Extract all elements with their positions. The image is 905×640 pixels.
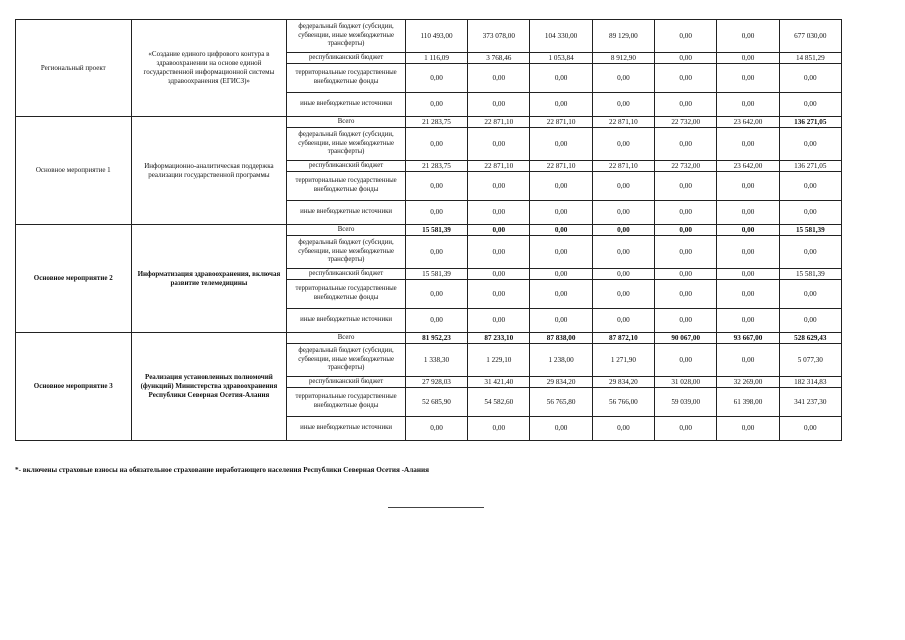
- value-cell: 14 851,29: [779, 53, 841, 64]
- funding-source-cell: республиканский бюджет: [287, 377, 406, 388]
- value-cell: 0,00: [592, 280, 654, 309]
- funding-source-cell: иные внебюджетные источники: [287, 417, 406, 441]
- value-cell: 341 237,30: [779, 388, 841, 417]
- value-cell: 31 421,40: [468, 377, 530, 388]
- funding-source-cell: Всего: [287, 333, 406, 344]
- value-cell: 0,00: [468, 269, 530, 280]
- value-cell: 0,00: [717, 20, 779, 53]
- value-cell: 0,00: [405, 236, 467, 269]
- value-cell: 0,00: [717, 225, 779, 236]
- value-cell: 56 766,00: [592, 388, 654, 417]
- value-cell: 136 271,05: [779, 117, 841, 128]
- value-cell: 0,00: [405, 64, 467, 93]
- funding-source-cell: территориальные государственные внебюджетные фонды: [287, 280, 406, 309]
- value-cell: 0,00: [717, 417, 779, 441]
- value-cell: 15 581,39: [779, 269, 841, 280]
- value-cell: 0,00: [468, 201, 530, 225]
- funding-source-cell: федеральный бюджет (субсидии, субвенции, иные межбюджетные трансферты): [287, 128, 406, 161]
- value-cell: 0,00: [530, 309, 592, 333]
- row-group-name: Реализация установленных полномочий (функций) Министерства здравоохранения Республики Северная Осетия-Алания: [131, 333, 287, 441]
- value-cell: 0,00: [655, 225, 717, 236]
- value-cell: 0,00: [530, 225, 592, 236]
- value-cell: 3 768,46: [468, 53, 530, 64]
- value-cell: 23 642,00: [717, 161, 779, 172]
- value-cell: 52 685,90: [405, 388, 467, 417]
- value-cell: 8 912,90: [592, 53, 654, 64]
- value-cell: 0,00: [468, 172, 530, 201]
- value-cell: 0,00: [530, 128, 592, 161]
- funding-source-cell: иные внебюджетные источники: [287, 93, 406, 117]
- value-cell: 0,00: [468, 417, 530, 441]
- value-cell: 677 030,00: [779, 20, 841, 53]
- funding-source-cell: Всего: [287, 225, 406, 236]
- value-cell: 90 067,00: [655, 333, 717, 344]
- value-cell: 0,00: [405, 309, 467, 333]
- value-cell: 29 834,20: [592, 377, 654, 388]
- value-cell: 0,00: [530, 64, 592, 93]
- value-cell: 31 028,00: [655, 377, 717, 388]
- funding-source-cell: Всего: [287, 117, 406, 128]
- value-cell: 0,00: [717, 64, 779, 93]
- value-cell: 0,00: [592, 128, 654, 161]
- value-cell: 0,00: [468, 280, 530, 309]
- value-cell: 0,00: [530, 417, 592, 441]
- value-cell: 0,00: [468, 64, 530, 93]
- value-cell: 22 871,10: [530, 161, 592, 172]
- table-row: [16, 225, 842, 236]
- value-cell: 54 582,60: [468, 388, 530, 417]
- value-cell: 15 581,39: [405, 269, 467, 280]
- value-cell: 22 871,10: [592, 161, 654, 172]
- value-cell: 27 928,03: [405, 377, 467, 388]
- value-cell: 87 233,10: [468, 333, 530, 344]
- value-cell: 0,00: [779, 172, 841, 201]
- value-cell: 1 238,00: [530, 344, 592, 377]
- value-cell: 0,00: [592, 236, 654, 269]
- value-cell: 0,00: [592, 93, 654, 117]
- value-cell: 0,00: [655, 269, 717, 280]
- value-cell: 528 629,43: [779, 333, 841, 344]
- value-cell: 373 078,00: [468, 20, 530, 53]
- separator-line: [388, 507, 484, 508]
- value-cell: 0,00: [592, 417, 654, 441]
- row-group-name: Информационно-аналитическая поддержка реализации государственной программы: [131, 117, 287, 225]
- value-cell: 0,00: [779, 201, 841, 225]
- value-cell: 81 952,23: [405, 333, 467, 344]
- table-row: [16, 20, 842, 53]
- footnote: *- включены страховые взносы на обязательное страхование неработающего населения Республики Северная Осетия -Алания: [15, 466, 430, 474]
- value-cell: 0,00: [468, 128, 530, 161]
- value-cell: 22 871,10: [530, 117, 592, 128]
- value-cell: 0,00: [655, 344, 717, 377]
- value-cell: 0,00: [779, 280, 841, 309]
- funding-source-cell: иные внебюджетные источники: [287, 201, 406, 225]
- row-group-name: Информатизация здравоохранения, включая развитие телемедицины: [131, 225, 287, 333]
- value-cell: 23 642,00: [717, 117, 779, 128]
- value-cell: 0,00: [779, 93, 841, 117]
- funding-source-cell: федеральный бюджет (субсидии, субвенции, иные межбюджетные трансферты): [287, 20, 406, 53]
- value-cell: 22 871,10: [592, 117, 654, 128]
- table-row: [16, 117, 842, 128]
- value-cell: 0,00: [655, 280, 717, 309]
- value-cell: 22 732,00: [655, 117, 717, 128]
- funding-source-cell: федеральный бюджет (субсидии, субвенции, иные межбюджетные трансферты): [287, 344, 406, 377]
- value-cell: 0,00: [717, 93, 779, 117]
- value-cell: 0,00: [655, 53, 717, 64]
- value-cell: 1 229,10: [468, 344, 530, 377]
- value-cell: 0,00: [530, 93, 592, 117]
- funding-source-cell: иные внебюджетные источники: [287, 309, 406, 333]
- value-cell: 0,00: [468, 93, 530, 117]
- value-cell: 0,00: [468, 309, 530, 333]
- value-cell: 0,00: [405, 93, 467, 117]
- value-cell: 0,00: [655, 64, 717, 93]
- value-cell: 87 872,10: [592, 333, 654, 344]
- value-cell: 22 871,10: [468, 161, 530, 172]
- funding-source-cell: республиканский бюджет: [287, 53, 406, 64]
- funding-source-cell: республиканский бюджет: [287, 161, 406, 172]
- value-cell: 0,00: [592, 309, 654, 333]
- value-cell: 1 271,90: [592, 344, 654, 377]
- value-cell: 0,00: [405, 280, 467, 309]
- funding-source-cell: территориальные государственные внебюджетные фонды: [287, 172, 406, 201]
- value-cell: 0,00: [530, 172, 592, 201]
- value-cell: 0,00: [592, 225, 654, 236]
- value-cell: 0,00: [592, 201, 654, 225]
- value-cell: 0,00: [779, 309, 841, 333]
- row-group-label: Региональный проект: [16, 20, 132, 117]
- row-group-label: Основное мероприятие 1: [16, 117, 132, 225]
- value-cell: 0,00: [468, 225, 530, 236]
- value-cell: 22 871,10: [468, 117, 530, 128]
- value-cell: 15 581,39: [405, 225, 467, 236]
- value-cell: 0,00: [530, 280, 592, 309]
- value-cell: 1 116,09: [405, 53, 467, 64]
- value-cell: 0,00: [717, 172, 779, 201]
- value-cell: 21 283,75: [405, 161, 467, 172]
- value-cell: 1 053,84: [530, 53, 592, 64]
- value-cell: 0,00: [592, 172, 654, 201]
- value-cell: 0,00: [468, 236, 530, 269]
- value-cell: 21 283,75: [405, 117, 467, 128]
- value-cell: 0,00: [717, 53, 779, 64]
- value-cell: 0,00: [655, 128, 717, 161]
- value-cell: 0,00: [717, 309, 779, 333]
- value-cell: 0,00: [530, 201, 592, 225]
- value-cell: 136 271,05: [779, 161, 841, 172]
- value-cell: 22 732,00: [655, 161, 717, 172]
- value-cell: 0,00: [405, 128, 467, 161]
- row-group-label: Основное мероприятие 3: [16, 333, 132, 441]
- value-cell: 15 581,39: [779, 225, 841, 236]
- value-cell: 0,00: [405, 172, 467, 201]
- row-group-name: «Создание единого цифрового контура в здравоохранении на основе единой государственной информационной системы здравоохранения (ЕГИСЗ)»: [131, 20, 287, 117]
- row-group-label: Основное мероприятие 2: [16, 225, 132, 333]
- value-cell: 110 493,00: [405, 20, 467, 53]
- value-cell: 0,00: [717, 128, 779, 161]
- funding-source-cell: территориальные государственные внебюджетные фонды: [287, 388, 406, 417]
- value-cell: 0,00: [655, 201, 717, 225]
- value-cell: 0,00: [717, 236, 779, 269]
- value-cell: 0,00: [592, 64, 654, 93]
- value-cell: 93 667,00: [717, 333, 779, 344]
- value-cell: 104 330,00: [530, 20, 592, 53]
- value-cell: 0,00: [717, 269, 779, 280]
- value-cell: 182 314,83: [779, 377, 841, 388]
- value-cell: 0,00: [779, 417, 841, 441]
- value-cell: 0,00: [779, 236, 841, 269]
- budget-table: [15, 19, 842, 441]
- value-cell: 0,00: [530, 236, 592, 269]
- value-cell: 5 077,30: [779, 344, 841, 377]
- value-cell: 0,00: [655, 309, 717, 333]
- value-cell: 0,00: [405, 417, 467, 441]
- value-cell: 0,00: [717, 344, 779, 377]
- value-cell: 0,00: [655, 236, 717, 269]
- value-cell: 0,00: [779, 64, 841, 93]
- value-cell: 0,00: [530, 269, 592, 280]
- value-cell: 1 338,30: [405, 344, 467, 377]
- value-cell: 0,00: [717, 201, 779, 225]
- value-cell: 61 398,00: [717, 388, 779, 417]
- value-cell: 87 838,00: [530, 333, 592, 344]
- value-cell: 0,00: [655, 20, 717, 53]
- funding-source-cell: федеральный бюджет (субсидии, субвенции, иные межбюджетные трансферты): [287, 236, 406, 269]
- value-cell: 0,00: [655, 172, 717, 201]
- value-cell: 32 269,00: [717, 377, 779, 388]
- value-cell: 0,00: [655, 93, 717, 117]
- value-cell: 0,00: [592, 269, 654, 280]
- value-cell: 0,00: [717, 280, 779, 309]
- value-cell: 89 129,00: [592, 20, 654, 53]
- value-cell: 0,00: [779, 128, 841, 161]
- funding-source-cell: республиканский бюджет: [287, 269, 406, 280]
- value-cell: 59 039,00: [655, 388, 717, 417]
- value-cell: 56 765,80: [530, 388, 592, 417]
- value-cell: 0,00: [655, 417, 717, 441]
- funding-source-cell: территориальные государственные внебюджетные фонды: [287, 64, 406, 93]
- value-cell: 29 834,20: [530, 377, 592, 388]
- value-cell: 0,00: [405, 201, 467, 225]
- table-row: [16, 333, 842, 344]
